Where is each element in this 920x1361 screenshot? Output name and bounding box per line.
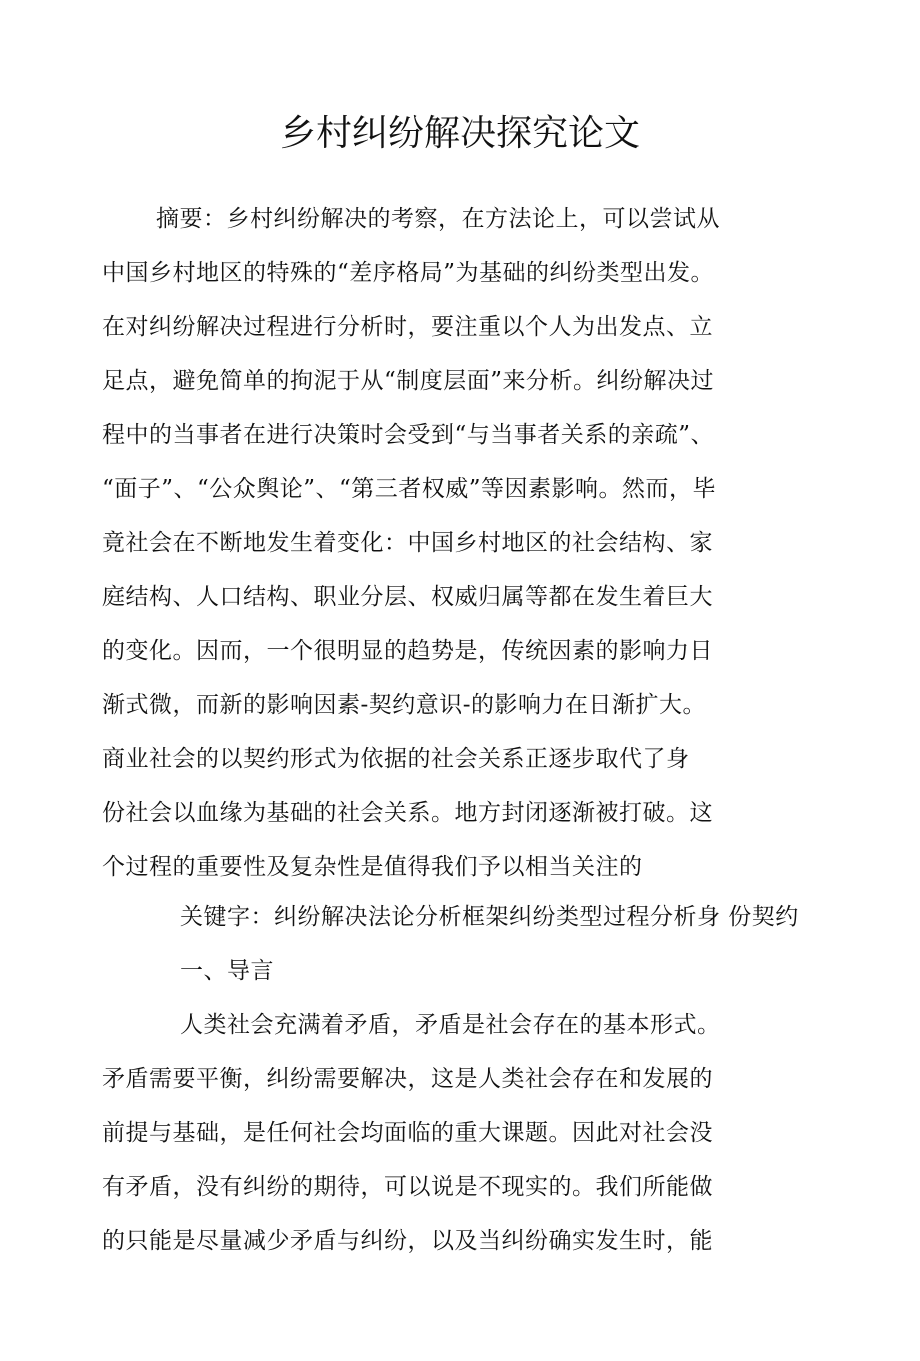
intro-line: 人类社会充满着矛盾，矛盾是社会存在的基本形式。 (180, 1012, 721, 1038)
abstract-line: 商业社会的以契约形式为依据的社会关系正逐步取代了身 (102, 746, 690, 772)
abstract-line: 竟社会在不断地发生着变化：中国乡村地区的社会结构、家 (102, 530, 713, 556)
abstract-line: 足点，避免简单的拘泥于从“制度层面”来分析。纠纷解决过 (102, 368, 715, 394)
intro-line: 有矛盾，没有纠纷的期待，可以说是不现实的。我们所能做 (102, 1174, 713, 1200)
abstract-line: “面子”、“公众舆论”、“第三者权威”等因素影响。然而，毕 (102, 476, 717, 502)
section-heading: 一、导言 (180, 958, 274, 984)
document-title: 乡村纠纷解决探究论文 (279, 113, 640, 155)
intro-line: 前提与基础，是任何社会均面临的重大课题。因此对社会没 (102, 1120, 713, 1146)
intro-line: 矛盾需要平衡，纠纷需要解决，这是人类社会存在和发展的 (102, 1066, 713, 1092)
abstract-line: 在对纠纷解决过程进行分析时，要注重以个人为出发点、立 (102, 314, 713, 340)
intro-line: 的只能是尽量减少矛盾与纠纷，以及当纠纷确实发生时，能 (102, 1228, 713, 1254)
abstract-line: 摘要：乡村纠纷解决的考察，在方法论上，可以尝试从 (156, 206, 720, 232)
abstract-line: 份社会以血缘为基础的社会关系。地方封闭逐渐被打破。这 (102, 800, 713, 826)
keywords-line: 关键字：纠纷解决法论分析框架纠纷类型过程分析身 份契约 (180, 904, 799, 930)
abstract-line: 渐式微，而新的影响因素-契约意识-的影响力在日渐扩大。 (102, 692, 707, 718)
abstract-line: 程中的当事者在进行决策时会受到“与当事者关系的亲疏”、 (102, 422, 715, 448)
abstract-line: 个过程的重要性及复杂性是值得我们予以相当关注的 (102, 854, 643, 880)
abstract-line: 庭结构、人口结构、职业分层、权威归属等都在发生着巨大 (102, 584, 713, 610)
abstract-line: 中国乡村地区的特殊的“差序格局”为基础的纠纷类型出发。 (102, 260, 715, 286)
abstract-line: 的变化。因而，一个很明显的趋势是，传统因素的影响力日 (102, 638, 713, 664)
